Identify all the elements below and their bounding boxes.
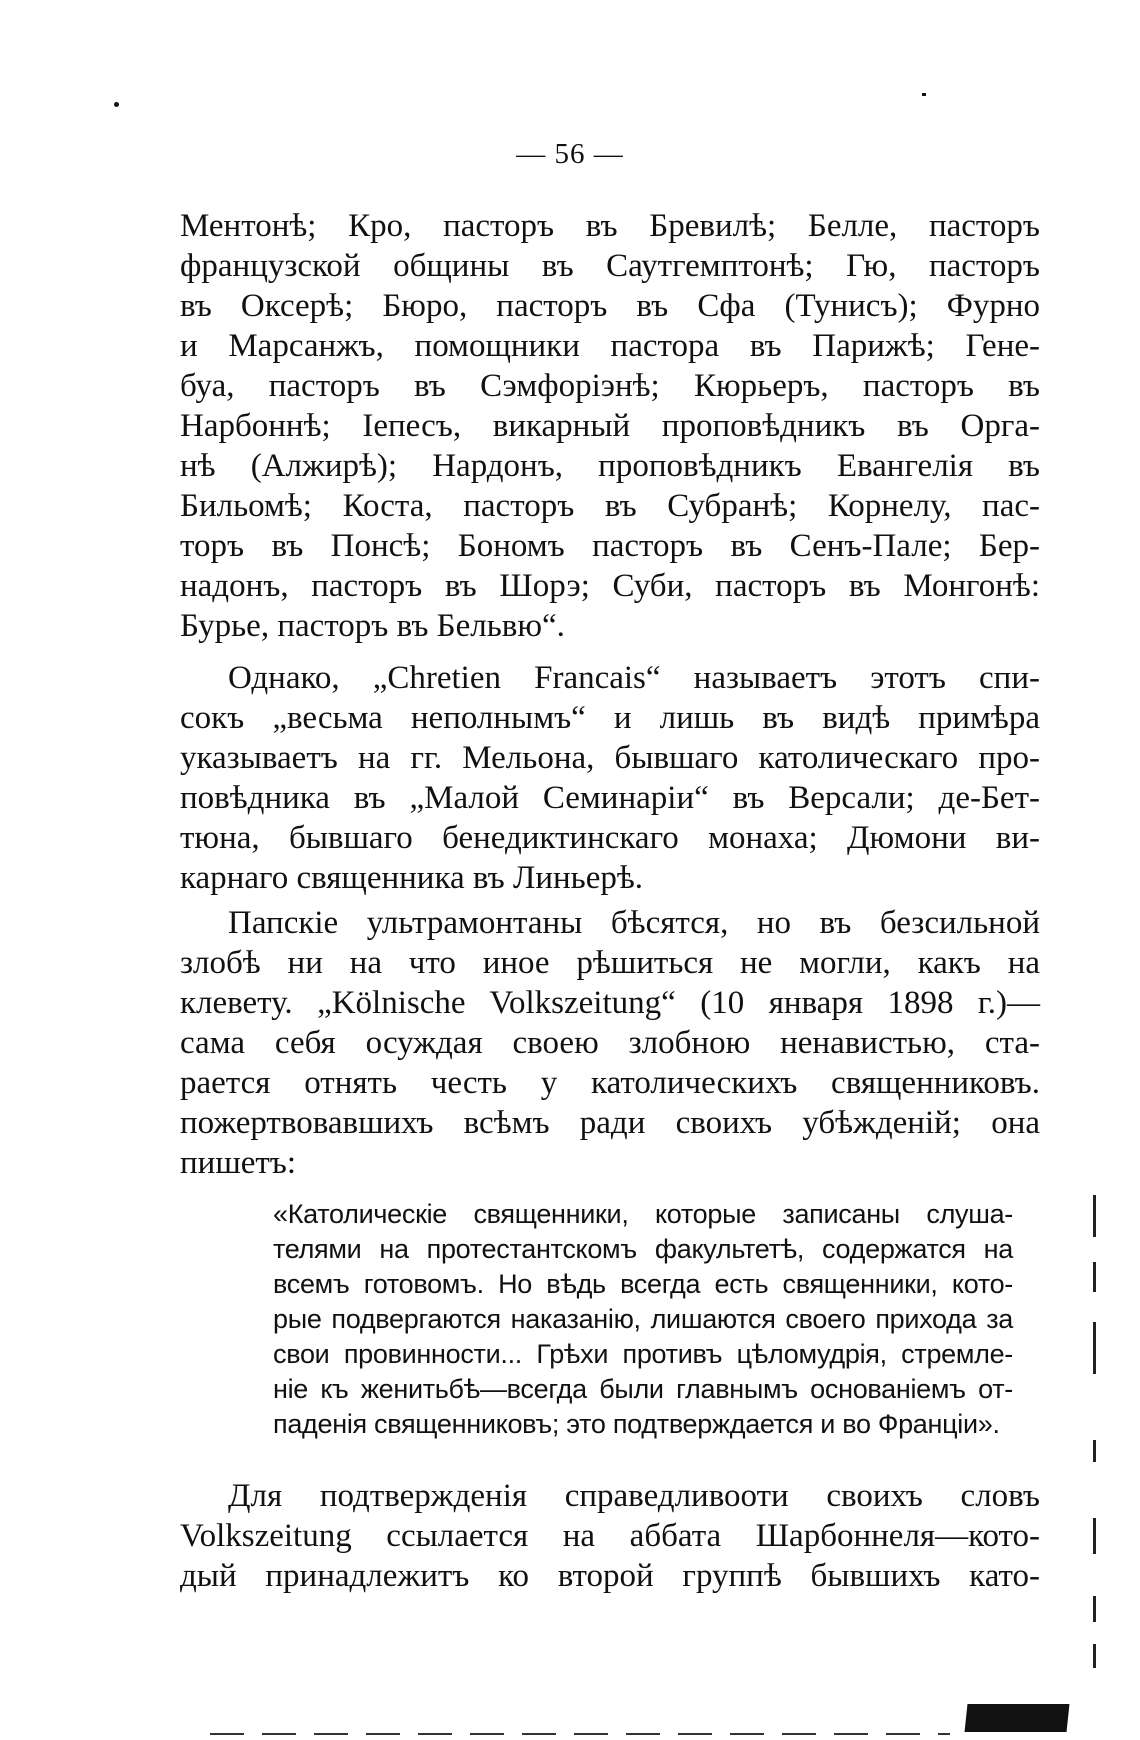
quote-line: свои провинности... Грѣхи противъ цѣломудрія, стремле- bbox=[273, 1339, 1013, 1369]
text-line: Ментонѣ; Кро, пасторъ въ Бревилѣ; Белле, пасторъ bbox=[180, 208, 1040, 244]
text-line: сама себя осуждая своею злобною ненавистью, ста- bbox=[180, 1025, 1040, 1061]
text-line: пожертвовавшихъ всѣмъ ради своихъ убѣжденій; она bbox=[180, 1105, 1040, 1141]
quote-line: паденія священниковъ; это подтверждается и во Франціи». bbox=[273, 1409, 1000, 1439]
scan-edge-mark bbox=[1093, 1644, 1096, 1668]
text-line: рается отнять честь у католическихъ священниковъ. bbox=[180, 1065, 1040, 1101]
ink-blot bbox=[965, 1704, 1070, 1732]
text-line: Volkszeitung ссылается на аббата Шарбоннеля—кото- bbox=[180, 1518, 1040, 1554]
scan-footer-dashes bbox=[210, 1733, 950, 1735]
text-line: буа, пасторъ въ Сэмфоріэнѣ; Кюрьеръ, пасторъ въ bbox=[180, 368, 1040, 404]
text-line: Папскіе ультрамонтаны бѣсятся, но въ безсильной bbox=[228, 905, 1040, 941]
text-line: Однако, „Chretien Francais“ называетъ этотъ спи- bbox=[228, 660, 1040, 696]
text-line: Бурье, пасторъ въ Бельвю“. bbox=[180, 608, 565, 644]
text-line: пишетъ: bbox=[180, 1145, 297, 1181]
page-number: — 56 — bbox=[516, 138, 624, 170]
paragraph-2 bbox=[180, 658, 1040, 898]
paragraph-1 bbox=[180, 206, 1040, 646]
text-line: Для подтвержденія справедливооти своихъ словъ bbox=[228, 1478, 1040, 1514]
paragraph-4 bbox=[180, 1476, 1040, 1596]
scan-speck bbox=[922, 93, 926, 96]
paragraph-3 bbox=[180, 903, 1040, 1183]
text-line: дый принадлежитъ ко второй группѣ бывшихъ като- bbox=[180, 1558, 1040, 1594]
text-line: повѣдника въ „Малой Семинаріи“ въ Версали; де-Бет- bbox=[180, 780, 1040, 816]
quote-line: рые подвергаются наказанію, лишаются своего прихода за bbox=[273, 1304, 1013, 1334]
scan-edge-mark bbox=[1093, 1195, 1096, 1237]
scan-edge-mark bbox=[1093, 1322, 1096, 1374]
text-line: тюна, бывшаго бенедиктинскаго монаха; Дюмони ви- bbox=[180, 820, 1040, 856]
text-line: въ Оксерѣ; Бюро, пасторъ въ Сфа (Тунисъ); Фурно bbox=[180, 288, 1040, 324]
quote-line: «Католическіе священники, которые записаны слуша- bbox=[273, 1199, 1013, 1229]
scan-edge-mark bbox=[1093, 1518, 1096, 1554]
text-line: торъ въ Понсѣ; Бономъ пасторъ въ Сенъ-Пале; Бер- bbox=[180, 528, 1040, 564]
quote-line: ніе къ женитьбѣ—всегда были главнымъ основаніемъ от- bbox=[273, 1374, 1013, 1404]
scan-edge-mark bbox=[1093, 1262, 1096, 1292]
scan-speck bbox=[114, 102, 119, 107]
text-line: нѣ (Алжирѣ); Нардонъ, проповѣдникъ Евангелія въ bbox=[180, 448, 1040, 484]
text-line: и Марсанжъ, помощники пастора въ Парижѣ; Гене- bbox=[180, 328, 1040, 364]
text-line: сокъ „весьма неполнымъ“ и лишь въ видѣ примѣра bbox=[180, 700, 1040, 736]
text-line: Бильомѣ; Коста, пасторъ въ Субранѣ; Корнелу, пас- bbox=[180, 488, 1040, 524]
block-quote bbox=[273, 1197, 1013, 1442]
text-line: клевету. „Kölnische Volkszeitung“ (10 января 1898 г.)— bbox=[180, 985, 1040, 1021]
quote-line: всемъ готовомъ. Но вѣдь всегда есть священники, кото- bbox=[273, 1269, 1013, 1299]
scan-edge-mark bbox=[1093, 1440, 1096, 1462]
text-line: Нарбоннѣ; Іепесъ, викарный проповѣдникъ въ Орга- bbox=[180, 408, 1040, 444]
text-line: карнаго священника въ Линьерѣ. bbox=[180, 860, 644, 896]
scan-edge-mark bbox=[1093, 1596, 1096, 1622]
text-line: указываетъ на гг. Мельона, бывшаго католическаго про- bbox=[180, 740, 1040, 776]
text-line: надонъ, пасторъ въ Шорэ; Суби, пасторъ въ Монгонѣ: bbox=[180, 568, 1040, 604]
quote-line: телями на протестантскомъ факультетѣ, содержатся на bbox=[273, 1234, 1013, 1264]
text-line: злобѣ ни на что иное рѣшиться не могли, какъ на bbox=[180, 945, 1040, 981]
text-line: французской общины въ Саутгемптонѣ; Гю, пасторъ bbox=[180, 248, 1040, 284]
